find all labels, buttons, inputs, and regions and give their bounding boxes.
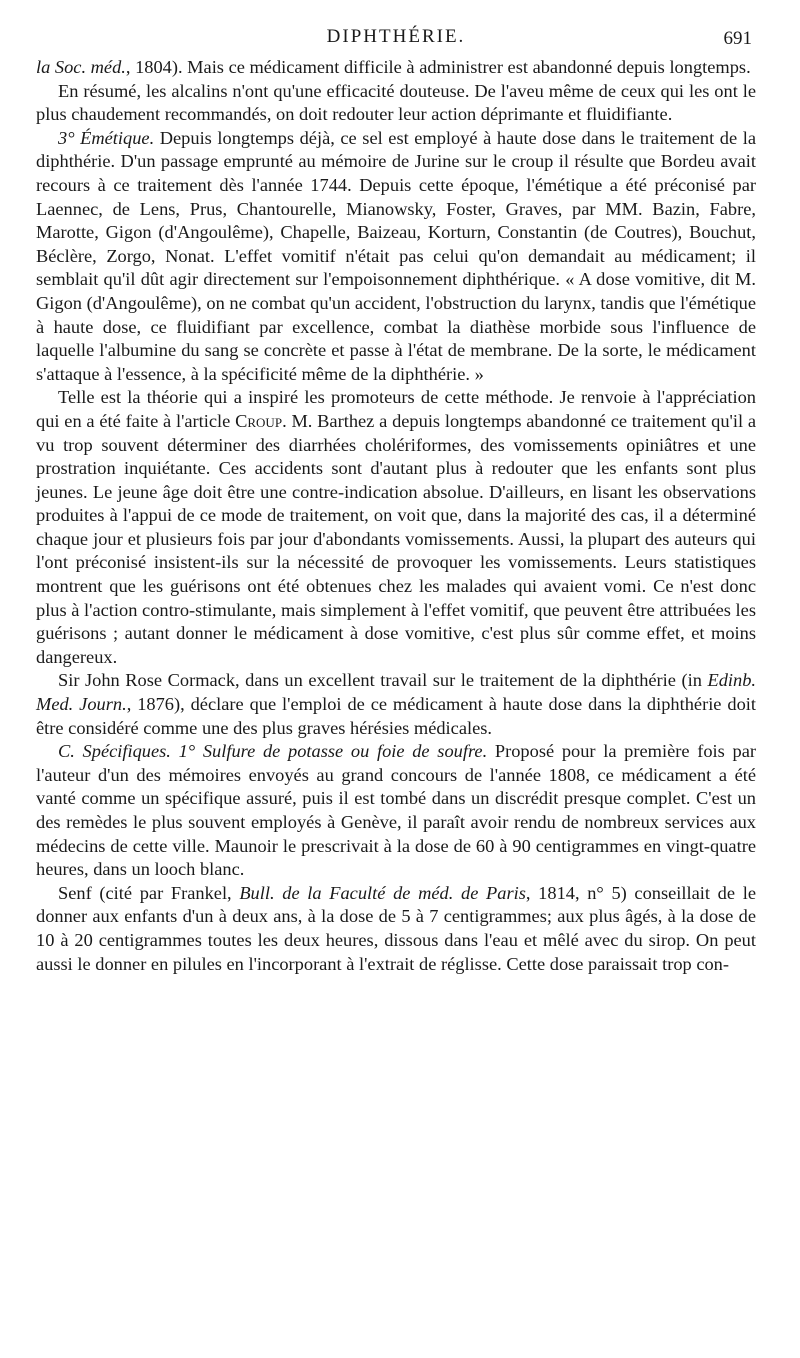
body-text <box>36 56 756 976</box>
paragraph-theory <box>36 386 756 669</box>
book-page <box>36 26 756 976</box>
section-heading-specifiques: C. Spécifiques. <box>58 741 171 762</box>
paragraph-text: Telle est la théorie qui a inspiré les promoteurs de cette méthode. Je renvoie à l'appréciation qui en a été faite à l'article <box>36 387 756 431</box>
paragraph-text: Sir John Rose Cormack, dans un excellent travail sur le traitement de la diphthérie (in <box>58 670 708 691</box>
paragraph-continuation <box>36 56 756 80</box>
paragraph-senf <box>36 882 756 976</box>
citation-title: la Soc. méd. <box>36 57 126 77</box>
section-heading-emetique: 3° Émétique. <box>58 127 155 148</box>
paragraph-text: Depuis longtemps déjà, ce sel est employé à haute dose dans le traitement de la diphthérie. D'un passage emprunté au mémoire de Jurine sur le croup il résulte que Bordeu avait recours à ce traitement dès l'année 1744. Depuis cette époque, l'émétique a été préconisé par Laennec, de Lens, Prus, Chantourelle, Mianowsky, Foster, Graves, par MM. Bazin, Fabre, Marotte, Gigon (d'Angoulême), Chapelle, Baizeau, Korturn, Constantin (de Coutres), Bouchut, Béclère, Zorgo, Nonat. L'effet vomitif n'était pas celui qu'on demandait au médicament; il semblait qu'il dût agir directement sur l'empoisonnement diphthérique. « A dose vomitive, dit M. Gigon (d'Angoulême), on ne combat qu'un accident, l'obstruction du larynx, tandis que l'émétique à haute dose, ce fluidifiant par excellence, combat la diathèse morbide sous l'influence de laquelle l'albumine du sang se concrète et passe à l'état de membrane. De la sorte, le médicament s'attaque à l'essence, à la spécificité même de la diphthérie. » <box>36 127 756 384</box>
journal-title: Bull. de la Faculté de méd. de Paris <box>239 882 526 903</box>
paragraph-alkalins-summary: En résumé, les alcalins n'ont qu'une efficacité douteuse. De l'aveu même de ceux qui les ont le plus chaudement recommandés, on doit redouter leur action déprimante et fluidifiante. <box>36 80 756 125</box>
paragraph-cormack <box>36 669 756 740</box>
subsection-heading-sulfure: 1° Sulfure de potasse ou foie de soufre. <box>178 741 488 762</box>
cross-reference-croup: Croup <box>235 410 283 431</box>
paragraph-text: Proposé pour la première fois par l'auteur d'un des mémoires envoyés au grand concours de l'année 1808, ce médicament a été vanté comme un spécifique assuré, puis il est tombé dans un discrédit presque complet. C'est un des remèdes le plus souvent employés à Genève, il paraît avoir rendu de nombreux services aux médecins de cette ville. Maunoir le prescrivait à la dose de 60 à 90 centigrammes en vingt-quatre heures, dans un looch blanc. <box>36 741 756 880</box>
paragraph-text: , 1814, n° 5) conseillait de le donner aux enfants d'un à deux ans, à la dose de 5 à 7 centigrammes; aux plus âgés, à la dose de 10 à 20 centigrammes toutes les deux heures, dissous dans l'eau et mêlé avec du sirop. On peut aussi le donner en pilules en l'incorporant à l'extrait de réglisse. Cette dose paraissait trop con- <box>36 882 756 974</box>
journal-title: Edinb. Med. Journ. <box>36 670 756 715</box>
running-title: DIPHTHÉRIE. <box>326 26 466 47</box>
paragraph-text: Senf (cité par Frankel, <box>58 882 240 903</box>
paragraph-specifiques <box>36 740 756 882</box>
paragraph-text: , 1876), déclare que l'emploi de ce médicament à haute dose dans la diphthérie doit être considéré comme une des plus graves hérésies médicales. <box>36 694 756 738</box>
running-head <box>36 26 756 52</box>
paragraph-text: , 1804). Mais ce médicament difficile à administrer est abandonné depuis longtemps. <box>125 57 751 77</box>
paragraph-text: . M. Barthez a depuis longtemps abandonné ce traitement qu'il a vu trop souvent déterminer des diarrhées cholériformes, des vomissements opiniâtres et une prostration inquiétante. Ces accidents sont d'autant plus à redouter que les enfants sont plus jeunes. Le jeune âge doit être une contre-indication absolue. D'ailleurs, en lisant les observations produites à l'appui de ce mode de traitement, on voit que, dans la majorité des cas, il a déterminé chaque jour et plusieurs fois par jour d'abondants vomissements. Aussi, la plupart des auteurs qui l'ont préconisé insistent-ils sur la nécessité de provoquer les vomissements. Leurs statistiques montrent que les guérisons ont été obtenues chez les malades qui avaient vomi. Ce n'est donc plus à l'action contro-stimulante, mais simplement à l'effet vomitif, que peuvent être attribuées les guérisons ; autant donner le médicament à dose vomitive, c'est plus sûr comme effet, et moins dangereux. <box>36 410 756 667</box>
page-number: 691 <box>723 28 752 49</box>
paragraph-emetique <box>36 127 756 387</box>
